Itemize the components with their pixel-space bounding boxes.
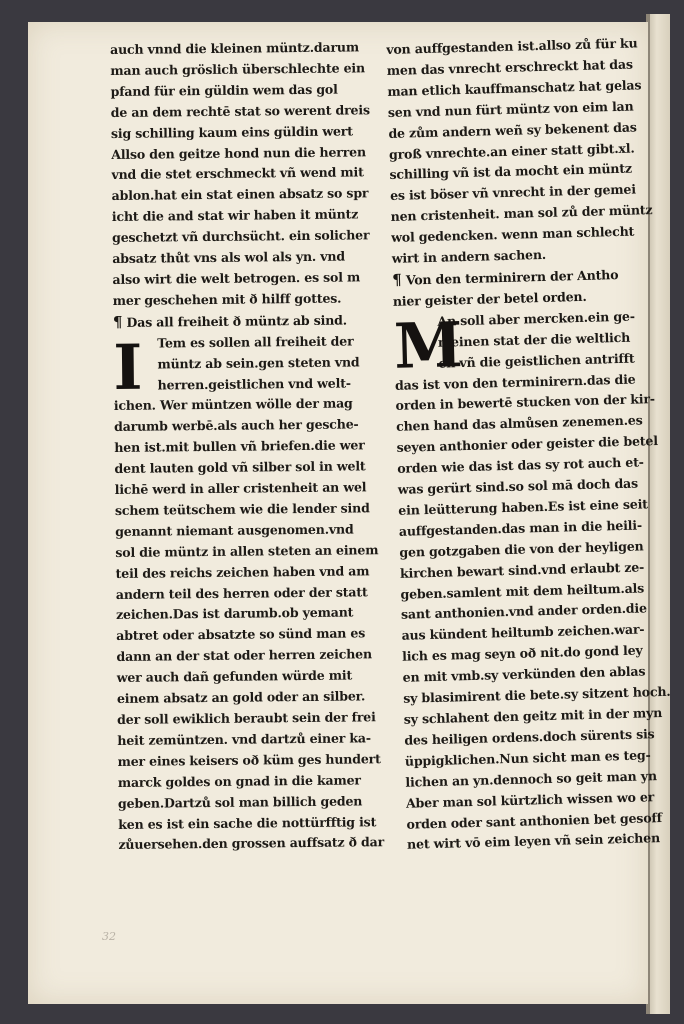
text-line: orden oder sant anthonien bet gesoff [406,809,663,832]
text-line: wer auch dañ gefunden würde mit [116,667,353,686]
left-text-column [110,37,387,856]
text-line: nen cristenheit. man sol zů der müntz [390,202,653,225]
text-line: dent lauten gold vñ silber sol in welt [114,458,366,477]
drop-initial: M [393,307,464,383]
text-line: ichen. Wer müntzen wölle der mag [113,395,353,414]
text-line: men das vnrecht erschreckt hat das [386,56,633,78]
text-line: aus kündent heiltumb zeichen.war- [401,621,645,644]
text-line: sen vnd nun fürt müntz von eim lan [387,98,634,120]
text-line: des heiligen ordens.doch sürents sis [404,726,655,748]
text-line: darumb werbē.als auch her gesche- [113,416,359,435]
left-body-lines [114,394,387,857]
text-line: seyen anthonier oder geister die betel [396,433,659,456]
text-line: ein leütterung haben.Es ist eine seit [398,496,648,518]
text-line: zůuersehen.den grossen auffsatz ð dar [118,834,385,853]
text-line: man etlich kauffmanschatz hat gelas [387,77,642,99]
paragraph-mark-icon: ¶ [112,312,123,331]
text-line: net wirt vō eim leyen vñ sein zeichen [406,830,661,853]
text-line: Allso den geitze hond nun die herren [111,143,366,162]
text-line: müntz ab sein.gen steten vnd [157,353,360,372]
text-line: der soll ewiklich beraubt sein der frei [117,709,376,727]
text-line: geschetzt vñ durchsücht. ein solicher [111,227,370,246]
text-line: mer eines keisers oð küm ges hundert [117,751,381,769]
text-line: en vñ die geistlichen antrifft [438,350,635,371]
text-line: ablon.hat ein stat einen absatz so spr [111,185,369,204]
text-line: An soll aber mercken.ein ge- [437,308,635,329]
text-line: auffgestanden.das man in die heili- [398,517,643,539]
text-line: lich es mag seyn oð nit.do gond ley [401,642,643,665]
text-line: es ist böser vñ vnrecht in der gemei [389,181,637,204]
text-line: icht die and stat wir haben it müntz [111,206,359,225]
text-line: hen ist.mit bullen vñ briefen.die wer [114,437,365,456]
text-line: schem teütschem wie die lender sind [114,500,370,518]
text-line: genannt niemant ausgenomen.vnd [115,521,354,539]
text-line: gen gotzgaben die von der heyligen [399,538,644,560]
text-line: wirt in andern sachen. [391,246,547,266]
text-line: sig schilling kaum eins güldin wert [110,123,353,141]
text-line: sol die müntz in allen steten an einem [115,541,379,560]
text-line: mer geschehen mit ð hilff gottes. [112,290,342,308]
section-heading-continued: nier geister der betel orden. [392,288,587,309]
text-line: lichen an yn.dennoch so geit man yn [405,767,657,790]
initial-lines [113,330,382,404]
text-line: geben.Dartzů sol man billich geden [117,793,363,811]
text-line: sant anthonien.vnd ander orden.die [400,600,647,623]
text-line: absatz thůt vns als wol als yn. vnd [112,248,345,267]
text-line: kirchen bewart sind.vnd erlaubt ze- [399,559,645,581]
right-text-column [386,33,684,856]
text-line: dann an der stat oder herren zeichen [116,646,372,665]
right-top-lines [386,33,670,270]
text-line: zeichen.Das ist darumb.ob yemant [115,604,354,623]
text-line: vnd die stet erschmeckt vñ wend mit [111,164,364,183]
text-line: einem absatz an gold oder an silber. [116,688,366,707]
heading-text: Das all freiheit ð müntz ab sind. [126,312,347,330]
text-line: de zům andern weñ sy bekenent das [388,119,637,141]
text-line: herren.geistlichen vnd welt- [157,374,351,393]
text-line: das ist von den terminirern.das die [394,371,636,393]
text-line: sy schlahent den geitz mit in der myn [403,705,663,727]
section-heading [113,309,381,334]
text-line: von auffgestanden ist.allso zů für ku [386,35,638,57]
text-line: abtret oder absatzte so sünd man es [116,625,366,644]
heading-text: Von den terminirern der Antho [405,266,619,288]
paragraph-mark-icon: ¶ [392,270,402,289]
text-line: sy blasimirent die bete.sy sitzent hoch. [403,683,671,706]
text-line: wol gedencken. wenn man schlecht [390,223,635,246]
text-line: chen hand das almůsen zenemen.es [395,412,643,435]
text-line: en mit vmb.sy verkünden den ablas [402,663,646,685]
text-line: teil des reichs zeichen haben vnd am [115,562,370,581]
text-line: schilling vñ ist da mocht ein müntz [389,161,633,183]
text-line: auch vnnd die kleinen müntz.darum [110,39,359,57]
text-line: marck goldes on gnad in die kamer [117,772,361,790]
text-line: was gerürt sind.so sol mā doch das [397,475,639,497]
text-line: andern teil des herren oder der statt [115,583,368,602]
marginal-note: 32 [102,930,116,943]
text-line: geben.samlent mit dem heiltum.als [400,579,645,602]
text-line: de an dem rechtē stat so werent dreis [110,102,370,120]
text-line: groß vnrechte.an einer statt gibt.xl. [388,140,635,162]
text-line: ken es ist ein sache die nottürfftig ist [118,813,377,832]
right-body-lines [395,368,684,856]
text-line: Tem es sollen all freiheit der [157,333,354,351]
drop-initial: I [113,330,143,404]
text-line: üppigklichen.Nun sicht man es teg- [404,747,651,769]
text-line: orden wie das ist das sy rot auch et- [397,454,644,476]
text-line: meinen stat der die weltlich [437,329,631,350]
text-line: pfand für ein güldin wem das gol [110,81,338,99]
initial-paragraph [113,330,382,404]
text-line: man auch gröslich überschlechte ein [110,60,365,78]
text-line: Aber man sol kürtzlich wissen wo er [405,788,655,811]
text-line: lichē werd in aller cristenheit an wel [114,479,367,498]
text-line: heit zemüntzen. vnd dartzů einer ka- [117,730,371,748]
text-line: also wirt die welt betrogen. es sol m [112,269,361,287]
left-top-lines [110,37,381,312]
text-line: orden in bewertē stucken von der kir- [395,391,656,414]
